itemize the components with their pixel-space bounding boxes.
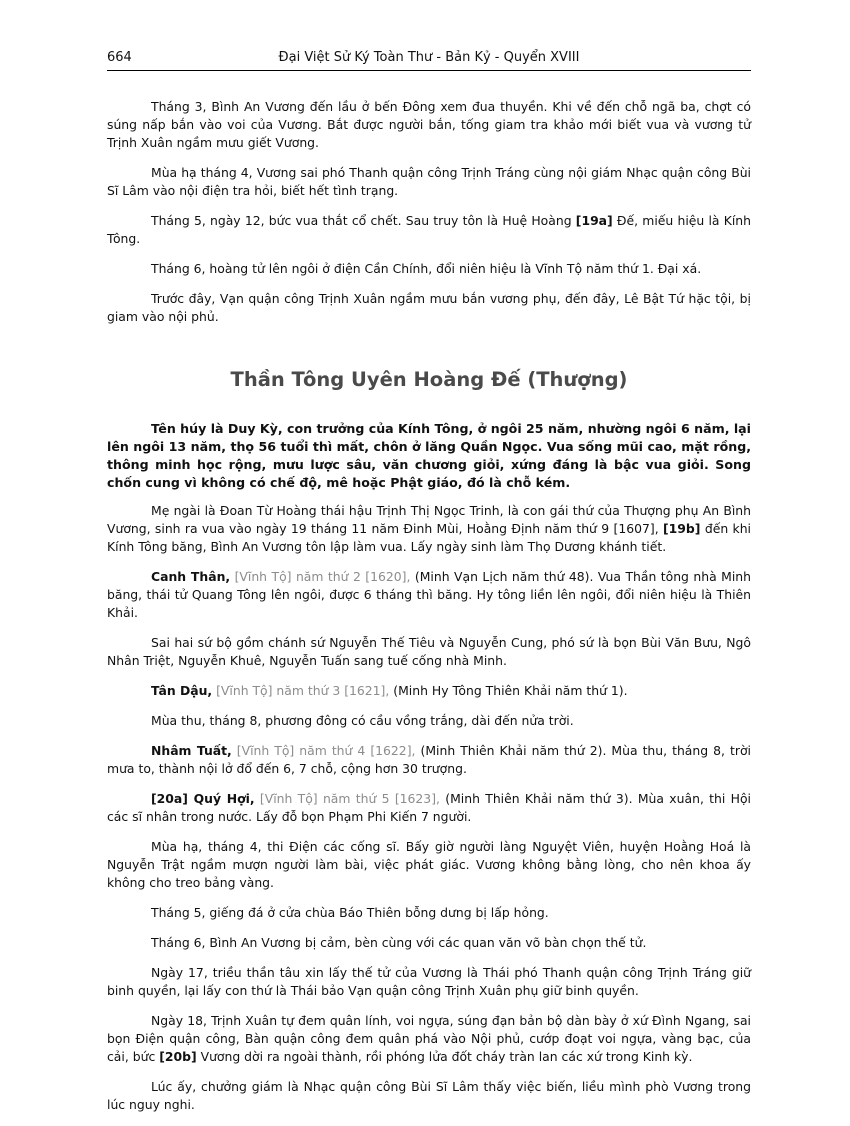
- year-name: Nhâm Tuất,: [151, 743, 232, 758]
- year-entry: [107, 790, 751, 826]
- page-number: 664: [107, 50, 132, 65]
- reign-year: [Vĩnh Tộ] năm thứ 4 [1622],: [236, 743, 416, 758]
- reign-year: [Vĩnh Tộ] năm thứ 5 [1623],: [259, 791, 440, 806]
- paragraph: Tháng 3, Bình An Vương đến lầu ở bến Đông xem đua thuyền. Khi về đến chỗ ngã ba, chợt có súng nấp bắn vào voi của Vương. Bắt được người bắn, tống giam tra khảo mới biết vua và vương tử Trịnh Xuân ngầm mưu giết Vương.: [107, 99, 751, 150]
- paragraph: Mùa hạ, tháng 4, thi Điện các cống sĩ. Bấy giờ người làng Nguyệt Viên, huyện Hoằng Hoá là Nguyễn Trật ngầm mượn người làm bài, việc phát giác. Vương không bằng lòng, cho nên khoa ấy không cho treo bảng vàng.: [107, 839, 751, 890]
- page-content: [107, 98, 751, 1126]
- running-title: Đại Việt Sử Ký Toàn Thư - Bản Kỷ - Quyển XVIII: [278, 50, 580, 65]
- year-entry: [107, 742, 751, 778]
- paragraph: [107, 502, 751, 556]
- year-entry: [107, 568, 751, 622]
- text: Tháng 5, ngày 12, bức vua thắt cổ chết. Sau truy tôn là Huệ Hoàng: [151, 213, 576, 228]
- intro-paragraph: Tên húy là Duy Kỳ, con trưởng của Kính Tông, ở ngôi 25 năm, nhường ngôi 6 năm, lại lên ngôi 13 năm, thọ 56 tuổi thì mất, chôn ở lăng Quần Ngọc. Vua sống mũi cao, mặt rồng, thông minh học rộng, mưu lược sâu, văn chương giỏi, xứng đáng là bậc vua giỏi. Song chốn cung vì không có chế độ, mê hoặc Phật giáo, đó là chỗ kém.: [107, 421, 751, 490]
- paragraph: Trước đây, Vạn quận công Trịnh Xuân ngầm mưu bắn vương phụ, đến đây, Lê Bật Tứ hặc tội, bị giam vào nội phủ.: [107, 291, 751, 324]
- year-name: Canh Thân,: [151, 569, 231, 584]
- text: (Minh Hy Tông Thiên Khải năm thứ 1).: [389, 683, 628, 698]
- paragraph: Tháng 6, hoàng tử lên ngôi ở điện Cần Chính, đổi niên hiệu là Vĩnh Tộ năm thứ 1. Đại xá.: [151, 261, 702, 276]
- text: (Minh Vạn Lịch năm thứ 48). Vua Thần tông nhà Minh băng, thái tử Quang Tông lên ngôi, được 6 tháng thì băng. Hy tông liền lên ngôi, đổi niên hiệu là Thiên Khải.: [107, 569, 751, 620]
- folio-marker: [20b]: [159, 1049, 197, 1064]
- text: Ngày 18, Trịnh Xuân tự đem quân lính, voi ngựa, súng đạn bản bộ dàn bày ở xứ Đình Ngang, sai bọn Điện quận công, Bàn quận công đem quân phá vào Nội phủ, cướp đoạt voi ngựa, vàng bạc, của cải, bức: [107, 1013, 751, 1064]
- page-header: [107, 50, 751, 71]
- text: (Minh Thiên Khải năm thứ 3). Mùa xuân, thi Hội các sĩ nhân trong nước. Lấy đỗ bọn Phạm Phi Kiến 7 người.: [107, 791, 751, 824]
- reign-year: [Vĩnh Tộ] năm thứ 2 [1620],: [234, 569, 411, 584]
- paragraph: Sai hai sứ bộ gồm chánh sứ Nguyễn Thế Tiêu và Nguyễn Cung, phó sứ là bọn Bùi Văn Bưu, Ngô Nhân Triệt, Nguyễn Khuê, Nguyễn Tuấn sang tuế cống nhà Minh.: [107, 635, 751, 668]
- reign-year: [Vĩnh Tộ] năm thứ 3 [1621],: [216, 683, 390, 698]
- year-name: Quý Hợi,: [187, 791, 255, 806]
- text: Mẹ ngài là Đoan Từ Hoàng thái hậu Trịnh Thị Ngọc Trinh, là con gái thứ của Thượng phụ An Bình Vương, sinh ra vua vào ngày 19 tháng 11 năm Đinh Mùi, Hoằng Định năm thứ 9 [1607],: [107, 503, 751, 536]
- year-name: Tân Dậu,: [151, 683, 213, 698]
- paragraph: Tháng 6, Bình An Vương bị cảm, bèn cùng với các quan văn võ bàn chọn thế tử.: [151, 935, 647, 950]
- paragraph: Tháng 5, giếng đá ở cửa chùa Báo Thiên bỗng dưng bị lấp hỏng.: [151, 905, 549, 920]
- text: Vương dời ra ngoài thành, rồi phóng lửa đốt cháy tràn lan các xứ trong Kinh kỳ.: [196, 1049, 693, 1064]
- text: Đế, miếu hiệu là Kính Tông.: [107, 213, 751, 246]
- folio-marker: [19b]: [663, 521, 701, 536]
- paragraph: Lúc ấy, chưởng giám là Nhạc quận công Bùi Sĩ Lâm thấy việc biến, liều mình phò Vương trong lúc nguy nghi.: [107, 1079, 751, 1112]
- paragraph: [107, 1012, 751, 1066]
- section-title: Thần Tông Uyên Hoàng Đế (Thượng): [230, 368, 628, 391]
- paragraph: Mùa thu, tháng 8, phương đông có cầu vồng trắng, dài đến nửa trời.: [151, 713, 574, 728]
- folio-marker: [19a]: [575, 213, 613, 228]
- text: (Minh Thiên Khải năm thứ 2). Mùa thu, tháng 8, trời mưa to, thành nội lở đổ đến 6, 7 chỗ, cộng hơn 30 trượng.: [107, 743, 751, 776]
- year-entry: [107, 682, 751, 700]
- paragraph: Ngày 17, triều thần tâu xin lấy thế tử của Vương là Thái phó Thanh quận công Trịnh Tráng giữ binh quyền, lại lấy con thứ là Thái bảo Vạn quận công Trịnh Xuân phụ giữ binh quyền.: [107, 965, 751, 998]
- paragraph: [107, 212, 751, 248]
- paragraph: Mùa hạ tháng 4, Vương sai phó Thanh quận công Trịnh Tráng cùng nội giám Nhạc quận công Bùi Sĩ Lâm vào nội điện tra hỏi, biết hết tình trạng.: [107, 165, 751, 198]
- folio-marker: [20a]: [151, 791, 188, 806]
- text: đến khi Kính Tông băng, Bình An Vương tôn lập làm vua. Lấy ngày sinh làm Thọ Dương khánh tiết.: [107, 521, 751, 554]
